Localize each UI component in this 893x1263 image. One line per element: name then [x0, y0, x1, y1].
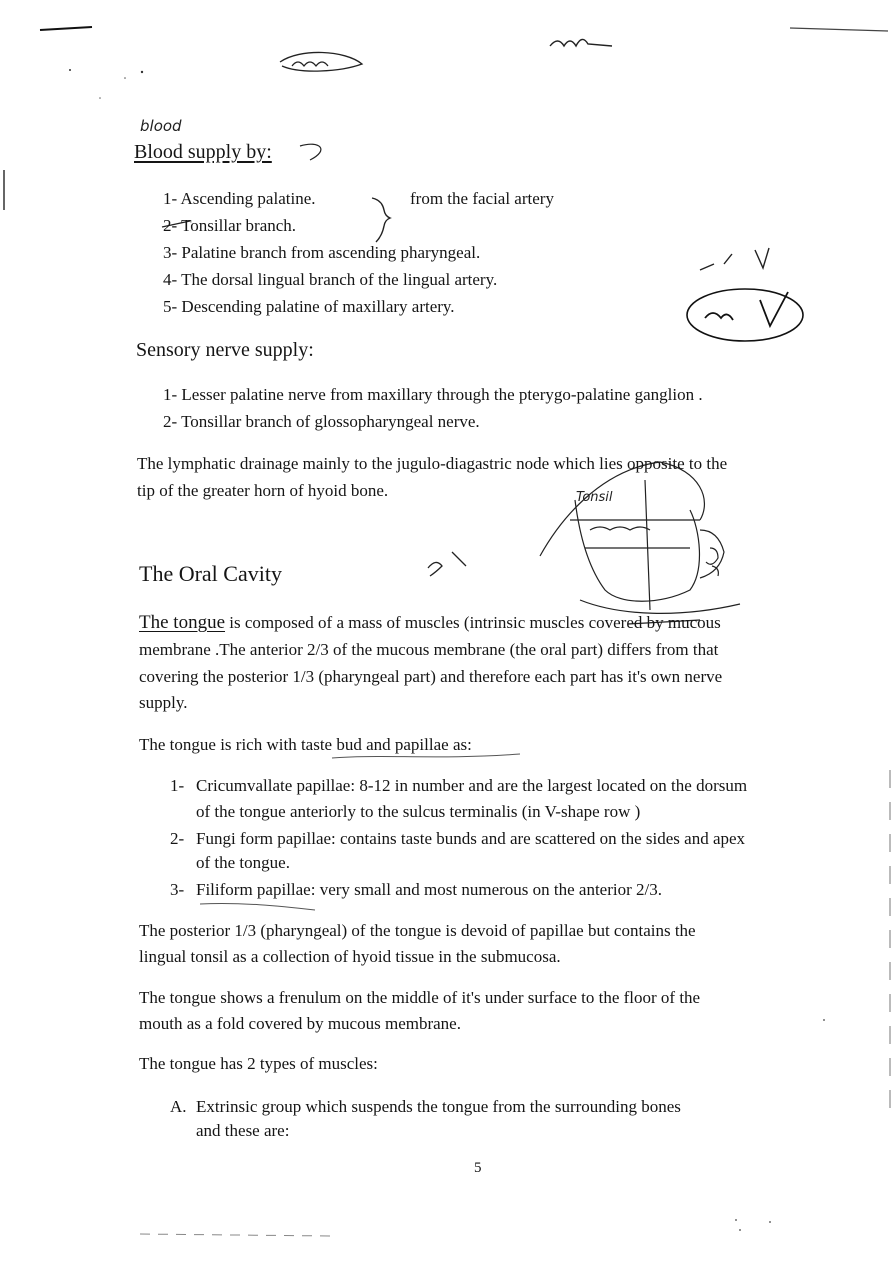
paragraph-line: covering the posterior 1/3 (pharyngeal part) and therefore each part has it's own nerve: [139, 667, 723, 686]
papilla-line: Filiform papillae: very small and most numerous on the anterior 2/3.: [196, 880, 662, 899]
paragraph-line: mouth as a fold covered by mucous membrane.: [139, 1014, 461, 1033]
list-item: 1- Lesser palatine nerve from maxillary through the pterygo-palatine ganglion .: [163, 385, 703, 404]
tongue-term: The tongue: [139, 612, 226, 633]
doodle-mark: [292, 62, 328, 66]
list-item: 5- Descending palatine of maxillary artery.: [163, 297, 455, 316]
list-item: 2- Tonsillar branch.: [163, 216, 297, 235]
list-item: 4- The dorsal lingual branch of the lingual artery.: [163, 270, 498, 289]
arrow-mark: [428, 552, 466, 576]
underline-arc: [300, 144, 321, 160]
edge-mark: [140, 1234, 330, 1236]
list-item: 3- Palatine branch from ascending pharyngeal.: [163, 243, 481, 262]
paragraph-line: membrane .The anterior 2/3 of the mucous membrane (the oral part) differs from that: [139, 640, 719, 659]
lymphatic-line: tip of the greater horn of hyoid bone.: [137, 481, 389, 500]
paragraph-line: The posterior 1/3 (pharyngeal) of the tongue is devoid of papillae but contains the: [139, 921, 696, 940]
papilla-line: Cricumvallate papillae: 8-12 in number and are the largest located on the dorsum: [196, 776, 748, 795]
circled-mark: [705, 292, 788, 326]
oral-cavity-heading: The Oral Cavity: [139, 561, 282, 586]
underline-mark: [200, 903, 315, 910]
doodle-mark: [280, 52, 362, 71]
tongue-intro-line: [139, 610, 721, 636]
lymphatic-line: The lymphatic drainage mainly to the jugulo-diagastric node which lies opposite to the: [137, 454, 728, 473]
corner-mark: [40, 27, 92, 30]
brace-note: from the facial artery: [410, 189, 554, 208]
paragraph-line: supply.: [139, 693, 188, 712]
handwritten-annotation: blood: [140, 117, 182, 135]
paragraph-line: lingual tonsil as a collection of hyoid tissue in the submucosa.: [139, 947, 561, 966]
papilla-number: 1-: [170, 776, 185, 795]
extrinsic-letter: A.: [170, 1097, 187, 1116]
tongue-intro-rest: is composed of a mass of muscles (intrinsic muscles covered by mucous: [225, 613, 721, 632]
signature-mark: [550, 39, 612, 46]
list-item: 1- Ascending palatine.: [163, 189, 316, 208]
papilla-number: 2-: [170, 829, 185, 848]
paragraph-line: The tongue shows a frenulum on the middle of it's under surface to the floor of the: [139, 988, 701, 1007]
muscle-types: The tongue has 2 types of muscles:: [139, 1054, 378, 1073]
circled-mark: [687, 289, 803, 341]
extrinsic-line: Extrinsic group which suspends the tongue from the surrounding bones: [196, 1097, 681, 1116]
sensory-heading: Sensory nerve supply:: [136, 339, 314, 361]
brace-mark: [372, 198, 390, 242]
papilla-line: of the tongue anteriorly to the sulcus terminalis (in V-shape row ): [196, 802, 641, 821]
scribble-mark: [700, 248, 769, 270]
papilla-line: of the tongue.: [196, 853, 290, 872]
extrinsic-line: and these are:: [196, 1121, 290, 1140]
papilla-number: 3-: [170, 880, 185, 899]
page-number: 5: [474, 1160, 482, 1176]
papilla-line: Fungi form papillae: contains taste bunds and are scattered on the sides and apex: [196, 829, 746, 848]
tonsil-sketch: [540, 462, 740, 613]
list-item: 2- Tonsillar branch of glossopharyngeal nerve.: [163, 412, 480, 431]
taste-intro: The tongue is rich with taste bud and papillae as:: [139, 735, 472, 754]
corner-mark: [790, 28, 888, 31]
sketch-label: Tonsil: [576, 490, 613, 505]
blood-supply-heading: Blood supply by:: [134, 141, 272, 163]
